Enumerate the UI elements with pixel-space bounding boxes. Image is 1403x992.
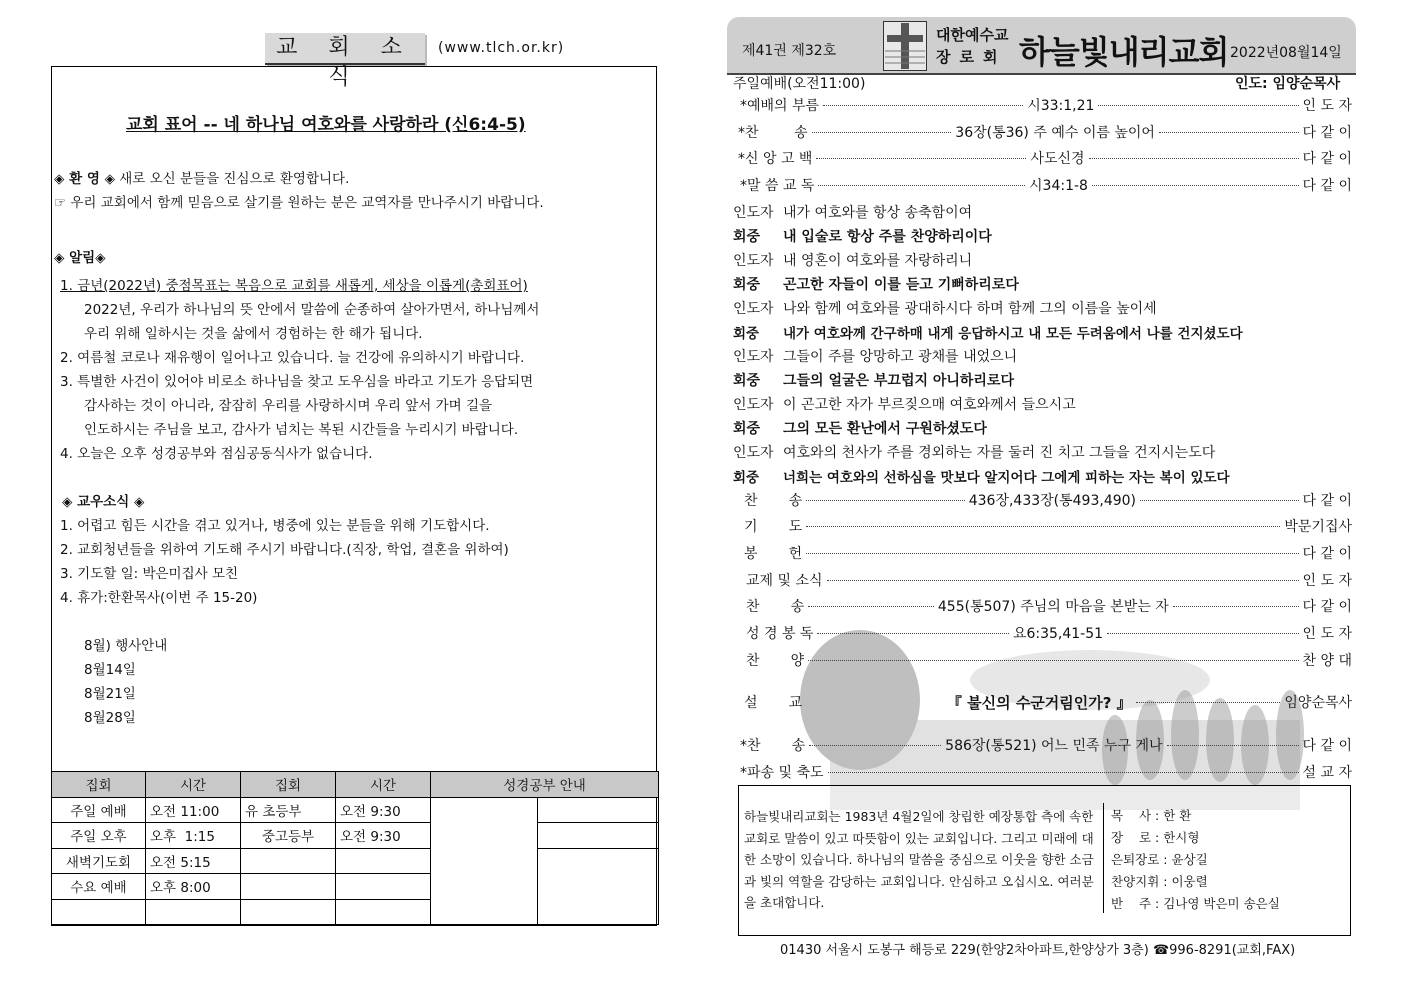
order-role: 다 같 이 [1302, 178, 1353, 194]
order-label: *찬 송 [740, 738, 806, 754]
leader-dots [809, 745, 941, 746]
order-role: 박문기집사 [1284, 519, 1352, 535]
notice-item-3b: 감사하는 것이 아니라, 잠잠히 우리를 사랑하시며 우리 앞서 가며 길을 [84, 398, 493, 414]
order-label: 성 경 봉 독 [746, 626, 814, 642]
responsive-line [733, 226, 992, 246]
info-divider [1103, 803, 1104, 913]
staff-choir-director: 찬양지휘 : 이웅렬 [1111, 874, 1208, 889]
schedule-header: 성경공부 안내 [431, 772, 659, 798]
staff-accompanist: 반 주 : 김나영 박은미 송은실 [1111, 896, 1280, 911]
responsive-text: 나와 함께 여호와를 광대하시다 하며 함께 그의 이름을 높이세 [783, 301, 1157, 317]
table-cell: 주일 오후 [52, 823, 146, 849]
order-item-sermon [730, 692, 1352, 712]
notice-item-1b: 2022년, 우리가 하나님의 뜻 안에서 말씀에 순종하여 살아가면서, 하나님께서 [84, 302, 540, 318]
order-item-scripture [730, 623, 1352, 643]
leader-dots [1167, 745, 1299, 746]
volume-number: 제41권 제32호 [742, 43, 837, 59]
order-role: 다 같 이 [1302, 125, 1353, 141]
leader-dots [1107, 633, 1298, 634]
table-cell: 새벽기도회 [52, 848, 146, 874]
member-item-1: 1. 어렵고 힘든 시간을 겪고 있거나, 병중에 있는 분들을 위해 기도합시다. [60, 518, 490, 534]
table-cell: 오후 1:15 [146, 823, 241, 849]
leader-dots [828, 772, 1299, 773]
schedule-header: 집회 [241, 772, 336, 798]
member-item-3: 3. 기도할 일: 박은미집사 모친 [60, 566, 239, 582]
order-content: 436장,433장(통493,490) [968, 493, 1137, 509]
responsive-text: 너희는 여호와의 선하심을 맛보다 알지어다 그에게 피하는 자는 복이 있도다 [783, 470, 1230, 486]
notice-item-1c: 우리 위해 일하시는 것을 삶에서 경험하는 한 해가 됩니다. [84, 326, 423, 342]
order-role: 설 교 자 [1302, 765, 1352, 781]
responsive-role: 인도자 [733, 445, 774, 461]
notice-item-2: 2. 여름철 코로나 재유행이 일어나고 있습니다. 늘 건강에 유의하시기 바랍니다. [60, 350, 525, 366]
responsive-line [733, 466, 1230, 486]
table-cell [52, 899, 146, 925]
leader-dots [808, 660, 1298, 661]
leader-dots [812, 132, 952, 133]
leader-dots [1140, 500, 1299, 501]
order-content: 시33:1,21 [1027, 98, 1095, 114]
schedule-table [51, 771, 659, 925]
responsive-line [733, 274, 1019, 294]
leader-dots [806, 553, 1298, 554]
table-cell: 오전 9:30 [336, 823, 431, 849]
order-label: *신 앙 고 백 [738, 151, 813, 167]
church-motto: 교회 표어 -- 네 하나님 여호와를 사랑하라 (신6:4-5) [126, 115, 526, 135]
church-introduction: 하늘빛내리교회는 1983년 4월2일에 창립한 예장통합 측에 속한 교회로 말씀이 있고 따뜻함이 있는 교회입니다. 그리고 미래에 대한 소망이 있습니다. 하나님의 말씀을 중심으로 이웃을 향한 소금과 빛의 역할을 감당하는 교회입니다. 안심하고 오십시오. 여러분을 초대합니다. [744, 809, 1094, 911]
denomination-line-1: 대한예수교 [936, 26, 1009, 44]
leader-dots [806, 526, 1280, 527]
responsive-role: 회중 [733, 373, 761, 389]
order-label: 찬 양 [746, 653, 805, 669]
welcome-line [54, 167, 349, 191]
table-cell [336, 874, 431, 900]
members-heading: ◈ 교우소식 ◈ [62, 494, 145, 510]
order-label: *찬 송 [738, 125, 808, 141]
notice-item-3c: 인도하시는 주님을 보고, 감사가 넘치는 복된 시간들을 누리시기 바랍니다. [84, 422, 519, 438]
table-cell: 주일 예배 [52, 797, 146, 823]
order-label: 봉 헌 [744, 546, 803, 562]
responsive-role: 회중 [733, 421, 761, 437]
leader-dots [1089, 158, 1299, 159]
responsive-role: 인도자 [733, 205, 774, 221]
church-address: 01430 서울시 도봉구 해등로 229(한양2차아파트,한양상가 3층) ☎996-8291(교회,FAX) [780, 943, 1296, 958]
order-item-prayer [730, 516, 1352, 536]
order-label: 교제 및 소식 [746, 573, 823, 589]
order-item-hymn-3 [730, 596, 1352, 616]
order-role: 다 같 이 [1302, 546, 1352, 562]
table-cell: 오전 9:30 [336, 797, 431, 823]
table-cell [538, 848, 659, 925]
table-row [52, 848, 659, 874]
responsive-role: 인도자 [733, 301, 774, 317]
order-role: 다 같 이 [1302, 599, 1352, 615]
events-heading: 8월) 행사안내 [84, 638, 168, 654]
leader-dots [1098, 105, 1298, 106]
order-role: 인 도 자 [1302, 626, 1352, 642]
order-content: 시34:1-8 [1029, 178, 1088, 194]
leader-dots [817, 633, 1008, 634]
order-item-benediction [730, 762, 1352, 782]
staff-retired-elder: 은퇴장로 : 윤상길 [1111, 852, 1208, 867]
sermon-title: 『 불신의 수군거림인가? 』 [946, 693, 1132, 712]
leader-dots [808, 606, 934, 607]
order-role: 다 같 이 [1302, 493, 1353, 509]
member-item-4: 4. 휴가:한환목사(이번 주 15-20) [60, 590, 258, 606]
church-name: 하늘빛내리교회 [1019, 33, 1229, 71]
order-item-creed [730, 148, 1352, 168]
welcome-heading: ◈ 환 영 ◈ [54, 171, 115, 187]
service-title: 주일예배(오전11:00) [733, 76, 866, 92]
leader-dots [816, 158, 1026, 159]
responsive-text: 내가 여호와를 항상 송축함이여 [783, 205, 973, 221]
bulletin-date: 2022년08월14일 [1230, 45, 1342, 61]
responsive-text: 여호와의 천사가 주를 경외하는 자를 둘러 진 치고 그들을 건지시는도다 [783, 445, 1216, 461]
table-cell: 유 초등부 [241, 797, 336, 823]
responsive-text: 곤고한 자들이 이를 듣고 기뻐하리로다 [783, 277, 1019, 293]
order-role: 임양순목사 [1284, 695, 1353, 711]
order-content: 455(통507) 주님의 마음을 본받는 자 [937, 599, 1169, 615]
responsive-text: 이 곤고한 자가 부르짖으매 여호와께서 들으시고 [783, 397, 1076, 413]
responsive-line [733, 250, 972, 270]
leader-dots [818, 185, 1025, 186]
leader-dots [827, 580, 1299, 581]
schedule-header: 시간 [336, 772, 431, 798]
notice-item-4: 4. 오늘은 오후 성경공부와 점심공동식사가 없습니다. [60, 446, 373, 462]
table-cell: 오후 8:00 [146, 874, 241, 900]
schedule-header-row [52, 772, 659, 798]
leader-dots [1159, 132, 1299, 133]
church-logo-icon [883, 21, 927, 71]
order-label: 찬 송 [744, 493, 803, 509]
order-label: *말 씀 교 독 [740, 178, 815, 194]
responsive-role: 회중 [733, 229, 761, 245]
event-date-3: 8월28일 [84, 710, 136, 726]
responsive-text: 그들이 주를 앙망하고 광채를 내었으니 [783, 349, 1018, 365]
notices-heading: ◈ 알림◈ [54, 250, 106, 266]
website-url[interactable]: (www.tlch.or.kr) [438, 40, 565, 56]
order-label: 설 교 [744, 695, 803, 711]
schedule-header: 시간 [146, 772, 241, 798]
staff-pastor: 목 사 : 한 환 [1111, 808, 1192, 823]
denomination-line-2: 장로회 [936, 48, 1007, 66]
table-cell: 수요 예배 [52, 874, 146, 900]
table-cell [241, 874, 336, 900]
order-role: 인 도 자 [1302, 573, 1352, 589]
table-cell [336, 848, 431, 874]
responsive-role: 회중 [733, 277, 761, 293]
table-row [52, 797, 659, 823]
order-content: 586장(통521) 어느 민족 누구 게나 [945, 738, 1163, 754]
order-role: 찬 양 대 [1302, 653, 1352, 669]
responsive-line [733, 202, 972, 222]
service-leader: 인도: 임양순목사 [1235, 76, 1341, 92]
order-role: 다 같 이 [1302, 151, 1353, 167]
table-cell: 오전 5:15 [146, 848, 241, 874]
table-cell: 오전 11:00 [146, 797, 241, 823]
responsive-role: 인도자 [733, 253, 774, 269]
order-content: 36장(통36) 주 예수 이름 높이어 [955, 125, 1155, 141]
order-label: 기 도 [744, 519, 803, 535]
responsive-line [733, 370, 1014, 390]
responsive-role: 인도자 [733, 349, 774, 365]
welcome-note: ☞ 우리 교회에서 함께 믿음으로 살기를 원하는 분은 교역자를 만나주시기 바랍니다. [54, 195, 544, 211]
responsive-role: 회중 [733, 470, 760, 486]
responsive-line [733, 322, 1243, 342]
order-label: *파송 및 축도 [740, 765, 824, 781]
schedule-header: 집회 [52, 772, 146, 798]
event-date-2: 8월21일 [84, 686, 136, 702]
order-label: *예배의 부름 [740, 98, 820, 114]
table-cell [241, 848, 336, 874]
responsive-line [733, 418, 987, 438]
order-item-fellowship [730, 570, 1352, 590]
leader-dots [1136, 702, 1281, 703]
staff-elder: 장 로 : 한시형 [1111, 830, 1200, 845]
table-cell [241, 899, 336, 925]
responsive-text: 그의 모든 환난에서 구원하셨도다 [783, 421, 987, 437]
responsive-line [733, 346, 1017, 366]
notice-item-1a: 1. 금년(2022년) 중점목표는 복음으로 교회를 새롭게, 세상을 이롭게(총회표어) [60, 278, 528, 294]
table-cell: 중고등부 [241, 823, 336, 849]
order-label: 찬 송 [746, 599, 805, 615]
responsive-text: 그들의 얼굴은 부끄럽지 아니하리로다 [783, 373, 1015, 389]
table-cell [336, 899, 431, 925]
order-item-choir [730, 650, 1352, 670]
welcome-text: 새로 오신 분들을 진심으로 환영합니다. [114, 171, 350, 187]
member-item-2: 2. 교회청년들을 위하여 기도해 주시기 바랍니다.(직장, 학업, 결혼을 위하여) [60, 542, 509, 558]
table-row [52, 823, 659, 849]
table-cell [538, 797, 659, 823]
order-content: 요6:35,41-51 [1012, 626, 1104, 642]
responsive-text: 내가 여호와께 간구하매 내게 응답하시고 내 모든 두려움에서 나를 건지셨도다 [783, 326, 1243, 342]
leader-dots [1092, 185, 1299, 186]
notice-item-3a: 3. 특별한 사건이 있어야 비로소 하나님을 찾고 도우심을 바라고 기도가 응답되면 [60, 374, 534, 390]
order-item-hymn-2 [730, 490, 1352, 510]
news-section-title: 교 회 소 식 [265, 33, 425, 65]
order-content: 사도신경 [1030, 151, 1085, 167]
responsive-line [733, 394, 1076, 414]
order-item-closing-hymn [730, 735, 1352, 755]
order-item-opening-hymn [730, 122, 1352, 142]
responsive-line [733, 298, 1157, 318]
leader-dots [806, 500, 965, 501]
leader-dots [823, 105, 1023, 106]
event-date-1: 8월14일 [84, 662, 136, 678]
responsive-line [733, 442, 1215, 462]
table-cell [431, 797, 538, 925]
responsive-role: 회중 [733, 326, 760, 342]
responsive-text: 내 영혼이 여호와를 자랑하리니 [783, 253, 973, 269]
leader-dots [1173, 606, 1299, 607]
table-cell [146, 899, 241, 925]
order-role: 인 도 자 [1302, 98, 1353, 114]
table-cell [538, 823, 659, 849]
responsive-role: 인도자 [733, 397, 774, 413]
responsive-text: 내 입술로 항상 주를 찬양하리이다 [783, 229, 992, 245]
order-item-responsive-reading [730, 175, 1352, 195]
order-item-offering [730, 543, 1352, 563]
order-item-call-to-worship [730, 95, 1352, 115]
order-role: 다 같 이 [1302, 738, 1353, 754]
